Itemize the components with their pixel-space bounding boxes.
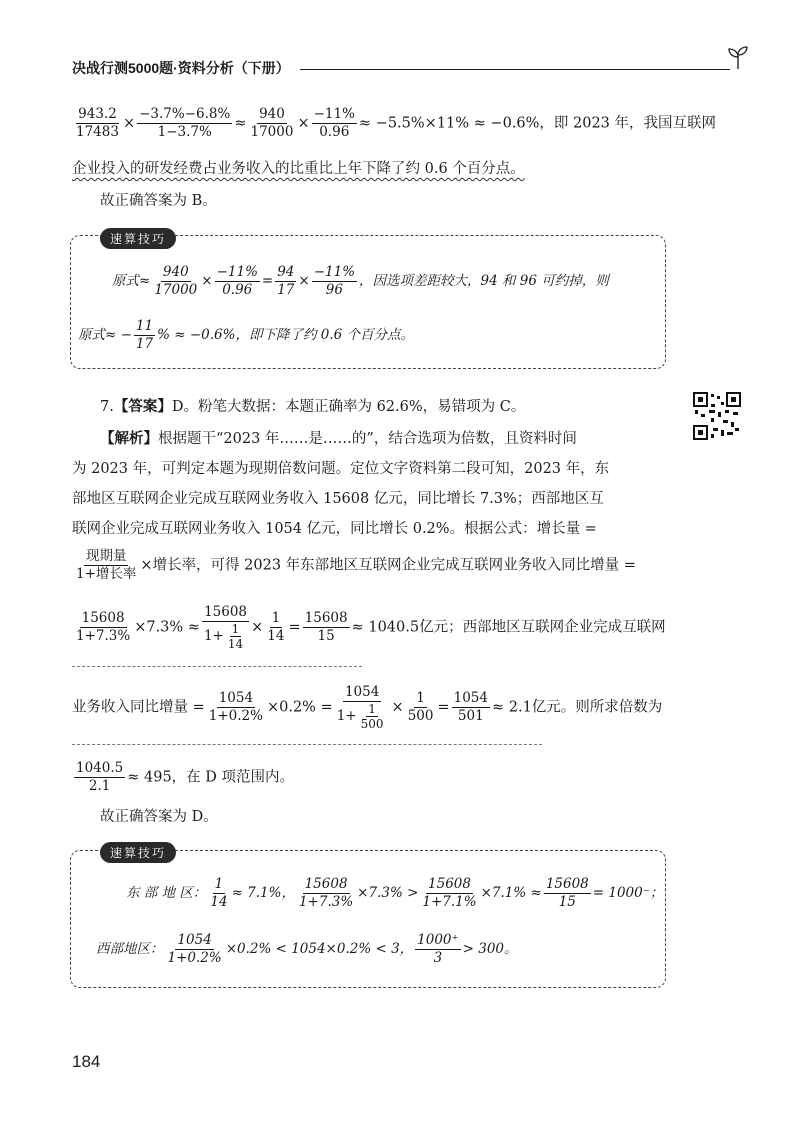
answer-line: 故正确答案为 B。 (100, 193, 217, 209)
q7-formula-line-1: $\frac{\text{现期量}}{\text{1+增长率}}$ ×增长率，可得 2023 年东部地区互联网企业完成互联网业务收入同比增量 = (76, 548, 636, 582)
q7-formula-line-3: 业务收入同比增量 = $\frac{1054}{1+0.2\%}$ ×0.2% = 1054 1+ $\frac{1}{500}$ × $\frac{1}{500}$ = $\frac{1054}{501}$ ≈ 2.1亿元。则所求倍数为 (72, 684, 663, 731)
q7-formula-line-4: $\frac{1040.5}{2.1}$ ≈ 495，在 D 项范围内。 (76, 760, 295, 794)
fraction: $\frac{1}{14}$ (267, 610, 285, 644)
fraction: $\frac{1}{14}$ (210, 876, 228, 910)
fraction: $\frac{15608}{1+7.1\%}$ (422, 876, 477, 910)
quick-calc-badge: 速算技巧 (100, 228, 176, 249)
fraction: $\frac{1040.5}{2.1}$ (76, 760, 124, 794)
fraction: $\frac{15608}{1+7.3\%}$ (76, 610, 131, 644)
q7-answer: 7.【答案】D。粉笔大数据：本题正确率为 62.6%，易错项为 C。 (100, 399, 526, 415)
fraction: $\frac{940}{17000}$ (154, 264, 198, 298)
dotted-rule (72, 666, 362, 667)
answer-line: 故正确答案为 D。 (100, 809, 218, 825)
quick-calc-line-2: 原式≈ − $\frac{11}{17}$ % ≈ −0.6%，即下降了约 0.6 个百分点。 (78, 318, 414, 352)
running-header: 决战行测5000题·资料分析（下册） (72, 60, 290, 76)
fraction: $\frac{11}{17}$ (135, 318, 154, 352)
fraction: $\frac{1054}{1+0.2\%}$ (167, 932, 222, 966)
dotted-rule (72, 744, 542, 745)
q7-analysis-line-1: 【解析】根据题干“2023 年……是……的”，结合选项为倍数，且资料时间 (100, 431, 577, 447)
conclusion-text: 企业投入的研发经费占业务收入的比重比上年下降了约 0.6 个百分点。 (72, 161, 525, 177)
fraction: $\frac{-11\%}{0.96}$ (216, 264, 258, 298)
fraction: $\frac{1054}{501}$ (453, 690, 488, 724)
fraction: $\frac{\text{现期量}}{\text{1+增长率}}$ (76, 548, 137, 582)
fraction: $\frac{-11\%}{96}$ (313, 264, 356, 298)
qr-code-icon (693, 392, 741, 440)
fraction: $\frac{1}{500}$ (407, 690, 434, 724)
fraction: $\frac{15608}{15}$ (545, 876, 589, 910)
fraction: $\frac{1000^+}{3}$ (417, 932, 459, 966)
fraction: $\frac{-3.7\%-6.8\%}{1-3.7\%}$ (139, 106, 231, 140)
q7-analysis-line-2: 为 2023 年，可判定本题为现期倍数问题。定位文字资料第二段可知，2023 年，东 (72, 461, 610, 477)
q7-analysis-line-3: 部地区互联网企业完成互联网业务收入 15608 亿元，同比增长 7.3%；西部地区互 (72, 491, 604, 507)
fraction: $\frac{15608}{1+7.3\%}$ (298, 876, 354, 910)
quick-calc-badge: 速算技巧 (100, 842, 176, 863)
fraction: 1054 1+ $\frac{1}{500}$ (336, 684, 384, 731)
fraction: $\frac{-11\%}{0.96}$ (313, 106, 355, 140)
fraction: $\frac{943.2}{17483}$ (76, 106, 119, 140)
quick-calc-line-1: 原式≈ $\frac{940}{17000}$ × $\frac{-11\%}{0.96}$ = $\frac{94}{17}$ × $\frac{-11\%}{96}$ ，因选项差距较大，94 和 96 可约掉，则 (112, 264, 609, 298)
sprout-icon (726, 44, 750, 70)
fraction: $\frac{15608}{15}$ (304, 610, 348, 644)
page-number: 184 (72, 1052, 101, 1071)
calc-line-1: $\frac{943.2}{17483}$ × $\frac{-3.7\%-6.8\%}{1-3.7\%}$ ≈ $\frac{940}{17000}$ × $\frac{-11\%}{0.96}$ ≈ −5.5%×11% ≈ −0.6%，即 2023 年，我国互联网 (76, 106, 717, 140)
q7-formula-line-2: $\frac{15608}{1+7.3\%}$ ×7.3% ≈ 15608 1+ $\frac{1}{14}$ × $\frac{1}{14}$ = $\frac{15608}{15}$ ≈ 1040.5亿元；西部地区互联网企业完成互联网 (76, 604, 666, 651)
fraction: $\frac{94}{17}$ (277, 264, 295, 298)
fraction: 15608 1+ $\frac{1}{14}$ (203, 604, 248, 651)
qr-code[interactable] (693, 392, 741, 440)
q7-analysis-line-4: 联网企业完成互联网业务收入 1054 亿元，同比增长 0.2%。根据公式：增长量 = (72, 521, 597, 537)
quick-calc-east: 东 部 地 区： $\frac{1}{14}$ ≈ 7.1%， $\frac{15608}{1+7.3\%}$ ×7.3% > $\frac{15608}{1+7.1\%}$ ×7.1% ≈ $\frac{15608}{15}$ = 1000⁻； (126, 876, 664, 910)
quick-calc-west: 西部地区： $\frac{1054}{1+0.2\%}$ ×0.2% < 1054×0.2% < 3， $\frac{1000^+}{3}$ > 300。 (96, 932, 518, 966)
header-rule (300, 69, 730, 70)
fraction: $\frac{940}{17000}$ (250, 106, 294, 140)
quick-calc-box (70, 850, 666, 988)
fraction: $\frac{1054}{1+0.2\%}$ (208, 690, 263, 724)
